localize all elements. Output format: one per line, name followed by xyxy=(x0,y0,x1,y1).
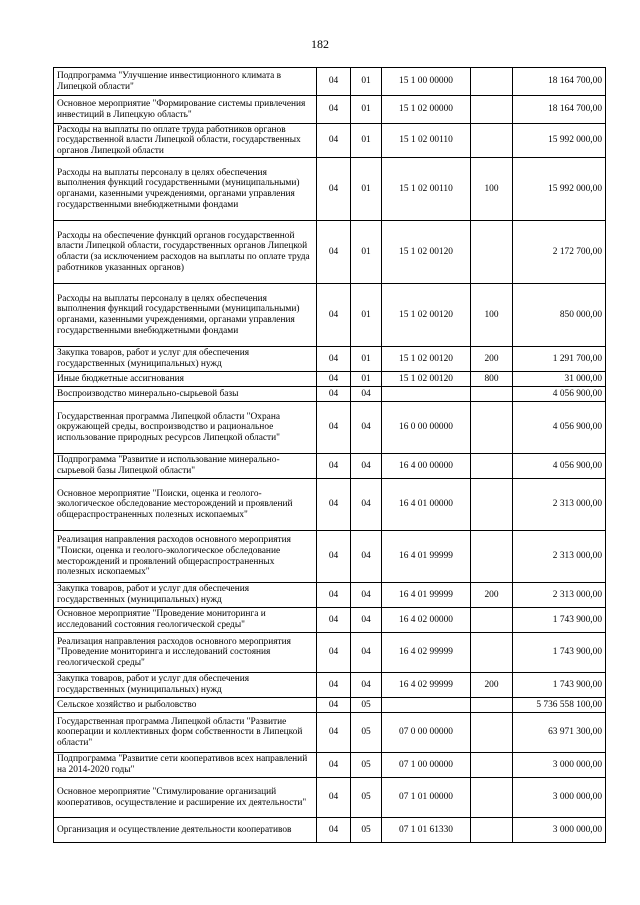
row-target-code: 15 1 00 00000 xyxy=(382,68,471,96)
table-row xyxy=(54,68,606,96)
row-expense-type xyxy=(471,633,513,673)
row-section: 04 xyxy=(317,778,351,818)
table-row xyxy=(54,583,606,608)
row-name: Расходы на выплаты персоналу в целях обеспечения выполнения функций государственными (муниципальными) органами, казенными учреждениями, органами управления государственными внебюджетными фондами xyxy=(54,284,317,347)
row-amount: 1 743 900,00 xyxy=(513,608,606,633)
row-expense-type xyxy=(471,221,513,284)
row-expense-type xyxy=(471,68,513,96)
row-amount: 15 992 000,00 xyxy=(513,124,606,158)
row-name: Расходы на обеспечение функций органов государственной власти Липецкой области, государственных органов Липецкой области (за исключением расходов на выплаты по оплате труда работников указанных органов) xyxy=(54,221,317,284)
row-section: 04 xyxy=(317,96,351,124)
row-expense-type xyxy=(471,454,513,479)
row-amount: 850 000,00 xyxy=(513,284,606,347)
row-name: Расходы на выплаты по оплате труда работников органов государственной власти Липецкой области, государственных органов Липецкой области xyxy=(54,124,317,158)
row-name: Закупка товаров, работ и услуг для обеспечения государственных (муниципальных) нужд xyxy=(54,673,317,698)
row-amount: 3 000 000,00 xyxy=(513,753,606,778)
row-name: Подпрограмма "Улучшение инвестиционного климата в Липецкой области" xyxy=(54,68,317,96)
row-subsection: 01 xyxy=(351,221,382,284)
row-subsection: 04 xyxy=(351,402,382,454)
row-section: 04 xyxy=(317,284,351,347)
row-subsection: 01 xyxy=(351,372,382,387)
row-expense-type xyxy=(471,713,513,753)
row-section: 04 xyxy=(317,479,351,531)
row-subsection: 04 xyxy=(351,673,382,698)
table-row xyxy=(54,347,606,372)
row-section: 04 xyxy=(317,753,351,778)
row-expense-type: 200 xyxy=(471,673,513,698)
row-expense-type: 100 xyxy=(471,158,513,221)
row-section: 04 xyxy=(317,387,351,402)
row-section: 04 xyxy=(317,68,351,96)
row-amount: 2 172 700,00 xyxy=(513,221,606,284)
row-amount: 1 743 900,00 xyxy=(513,633,606,673)
table-row xyxy=(54,608,606,633)
table-row xyxy=(54,713,606,753)
table-row xyxy=(54,284,606,347)
row-target-code xyxy=(382,387,471,402)
row-subsection: 01 xyxy=(351,68,382,96)
row-section: 04 xyxy=(317,402,351,454)
row-section: 04 xyxy=(317,124,351,158)
row-expense-type: 800 xyxy=(471,372,513,387)
table-row xyxy=(54,673,606,698)
row-amount: 18 164 700,00 xyxy=(513,68,606,96)
row-target-code: 16 0 00 00000 xyxy=(382,402,471,454)
row-amount: 1 743 900,00 xyxy=(513,673,606,698)
row-expense-type xyxy=(471,778,513,818)
row-amount: 5 736 558 100,00 xyxy=(513,698,606,713)
table-row xyxy=(54,454,606,479)
row-amount: 1 291 700,00 xyxy=(513,347,606,372)
row-subsection: 04 xyxy=(351,633,382,673)
row-target-code: 15 1 02 00120 xyxy=(382,284,471,347)
row-name: Основное мероприятие "Стимулирование организаций кооперативов, осуществление и расширение их деятельности" xyxy=(54,778,317,818)
row-section: 04 xyxy=(317,221,351,284)
row-target-code: 15 1 02 00120 xyxy=(382,347,471,372)
row-target-code: 16 4 01 99999 xyxy=(382,531,471,583)
row-name: Реализация направления расходов основного мероприятия "Поиски, оценка и геолого-экологическое обследование месторождений и проявлений общераспространенных полезных ископаемых" xyxy=(54,531,317,583)
row-section: 04 xyxy=(317,818,351,843)
row-subsection: 05 xyxy=(351,778,382,818)
table-row xyxy=(54,778,606,818)
row-expense-type: 200 xyxy=(471,347,513,372)
row-subsection: 04 xyxy=(351,387,382,402)
row-name: Государственная программа Липецкой области "Развитие кооперации и коллективных форм собственности в Липецкой области" xyxy=(54,713,317,753)
row-name: Подпрограмма "Развитие и использование минерально-сырьевой базы Липецкой области" xyxy=(54,454,317,479)
row-name: Сельское хозяйство и рыболовство xyxy=(54,698,317,713)
table-row xyxy=(54,479,606,531)
row-name: Основное мероприятие "Формирование системы привлечения инвестиций в Липецкую область" xyxy=(54,96,317,124)
row-name: Основное мероприятие "Поиски, оценка и геолого-экологическое обследование месторождений и проявлений общераспространенных полезных ископаемых" xyxy=(54,479,317,531)
row-subsection: 01 xyxy=(351,347,382,372)
row-target-code: 15 1 02 00120 xyxy=(382,372,471,387)
row-subsection: 04 xyxy=(351,583,382,608)
row-target-code: 16 4 00 00000 xyxy=(382,454,471,479)
row-target-code: 15 1 02 00000 xyxy=(382,96,471,124)
row-amount: 3 000 000,00 xyxy=(513,818,606,843)
row-target-code: 07 1 01 61330 xyxy=(382,818,471,843)
row-target-code: 16 4 02 00000 xyxy=(382,608,471,633)
row-expense-type xyxy=(471,531,513,583)
row-expense-type xyxy=(471,608,513,633)
row-amount: 4 056 900,00 xyxy=(513,402,606,454)
row-section: 04 xyxy=(317,698,351,713)
row-name: Государственная программа Липецкой области "Охрана окружающей среды, воспроизводство и рациональное использование природных ресурсов Липецкой области" xyxy=(54,402,317,454)
table-row xyxy=(54,158,606,221)
row-subsection: 01 xyxy=(351,124,382,158)
row-target-code xyxy=(382,698,471,713)
row-subsection: 01 xyxy=(351,96,382,124)
table-row xyxy=(54,96,606,124)
row-subsection: 04 xyxy=(351,479,382,531)
table-row xyxy=(54,633,606,673)
row-subsection: 04 xyxy=(351,454,382,479)
table-row xyxy=(54,753,606,778)
row-name: Закупка товаров, работ и услуг для обеспечения государственных (муниципальных) нужд xyxy=(54,347,317,372)
row-amount: 2 313 000,00 xyxy=(513,531,606,583)
row-name: Иные бюджетные ассигнования xyxy=(54,372,317,387)
row-subsection: 05 xyxy=(351,818,382,843)
row-name: Закупка товаров, работ и услуг для обеспечения государственных (муниципальных) нужд xyxy=(54,583,317,608)
row-target-code: 16 4 01 99999 xyxy=(382,583,471,608)
row-section: 04 xyxy=(317,531,351,583)
budget-table xyxy=(53,67,606,843)
row-subsection: 05 xyxy=(351,713,382,753)
table-row xyxy=(54,124,606,158)
row-name: Основное мероприятие "Проведение мониторинга и исследований состояния геологической среды" xyxy=(54,608,317,633)
row-expense-type xyxy=(471,96,513,124)
row-amount: 4 056 900,00 xyxy=(513,387,606,402)
row-section: 04 xyxy=(317,673,351,698)
row-subsection: 05 xyxy=(351,698,382,713)
row-target-code: 15 1 02 00110 xyxy=(382,158,471,221)
row-amount: 15 992 000,00 xyxy=(513,158,606,221)
row-section: 04 xyxy=(317,158,351,221)
page-number: 182 xyxy=(311,37,329,51)
row-name: Расходы на выплаты персоналу в целях обеспечения выполнения функций государственными (муниципальными) органами, казенными учреждениями, органами управления государственными внебюджетными фондами xyxy=(54,158,317,221)
row-section: 04 xyxy=(317,372,351,387)
row-expense-type xyxy=(471,698,513,713)
row-name: Подпрограмма "Развитие сети кооперативов всех направлений на 2014-2020 годы" xyxy=(54,753,317,778)
row-subsection: 01 xyxy=(351,284,382,347)
row-target-code: 07 0 00 00000 xyxy=(382,713,471,753)
row-expense-type xyxy=(471,387,513,402)
row-section: 04 xyxy=(317,347,351,372)
row-expense-type xyxy=(471,818,513,843)
table-row xyxy=(54,221,606,284)
row-amount: 2 313 000,00 xyxy=(513,479,606,531)
row-target-code: 07 1 00 00000 xyxy=(382,753,471,778)
row-expense-type: 100 xyxy=(471,284,513,347)
table-row xyxy=(54,698,606,713)
row-target-code: 16 4 02 99999 xyxy=(382,633,471,673)
row-amount: 18 164 700,00 xyxy=(513,96,606,124)
row-name: Реализация направления расходов основного мероприятия "Проведение мониторинга и исследований состояния геологической среды" xyxy=(54,633,317,673)
table-row xyxy=(54,372,606,387)
row-section: 04 xyxy=(317,583,351,608)
budget-table-body xyxy=(54,68,606,843)
row-expense-type: 200 xyxy=(471,583,513,608)
row-subsection: 04 xyxy=(351,608,382,633)
row-expense-type xyxy=(471,753,513,778)
table-row xyxy=(54,402,606,454)
row-section: 04 xyxy=(317,608,351,633)
table-row xyxy=(54,531,606,583)
row-name: Воспроизводство минерально-сырьевой базы xyxy=(54,387,317,402)
row-subsection: 01 xyxy=(351,158,382,221)
row-amount: 63 971 300,00 xyxy=(513,713,606,753)
row-section: 04 xyxy=(317,713,351,753)
row-target-code: 15 1 02 00120 xyxy=(382,221,471,284)
row-amount: 4 056 900,00 xyxy=(513,454,606,479)
row-subsection: 04 xyxy=(351,531,382,583)
row-amount: 31 000,00 xyxy=(513,372,606,387)
row-expense-type xyxy=(471,402,513,454)
row-section: 04 xyxy=(317,454,351,479)
row-name: Организация и осуществление деятельности кооперативов xyxy=(54,818,317,843)
row-amount: 2 313 000,00 xyxy=(513,583,606,608)
row-target-code: 16 4 01 00000 xyxy=(382,479,471,531)
row-subsection: 05 xyxy=(351,753,382,778)
row-expense-type xyxy=(471,124,513,158)
row-target-code: 07 1 01 00000 xyxy=(382,778,471,818)
row-amount: 3 000 000,00 xyxy=(513,778,606,818)
row-section: 04 xyxy=(317,633,351,673)
table-row xyxy=(54,818,606,843)
row-target-code: 15 1 02 00110 xyxy=(382,124,471,158)
table-row xyxy=(54,387,606,402)
row-target-code: 16 4 02 99999 xyxy=(382,673,471,698)
row-expense-type xyxy=(471,479,513,531)
